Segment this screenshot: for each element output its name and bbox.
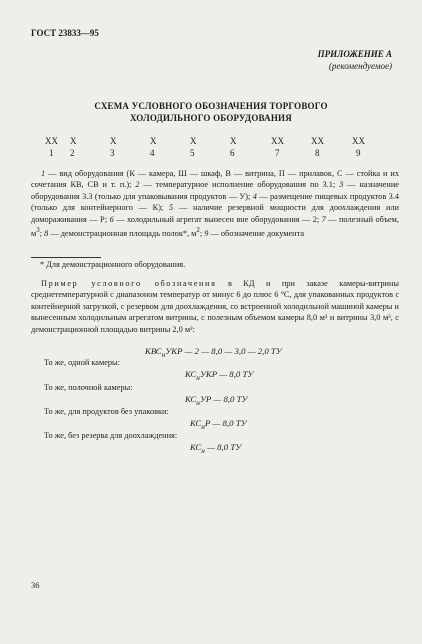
scheme-legend: 1 — вид оборудования (К — камера, Ш — шкаф, В — витрина, П — прилавок, С — стойка и их сочетания КВ, СВ и т. п.); 2 — температурное исполнение оборудования по 3.1; 3 — назначение оборудования 3.3 (только для упаковывания продуктов — У); 4 — размещение пищевых продуктов 3.4 (только для контейнерного — К); 5 — наличие резервной мощности для доохлаждения или домораживания — Р; 6 — холодильный агрегат вынесен вне оборудования — 2; 7 — полезный объем, $м^3$; 8 — демонстрационная площадь полок*, $м^2$; 9 — обозначение документа [31,169,400,238]
scheme-mark: XX [352,136,365,146]
formula-suffix: УКР — 8,0 ТУ [199,369,254,379]
legend-text: — назначение оборудования 3.3 (только для упаковывания продуктов — У); [31,180,399,201]
scheme-mark: XX [45,136,58,146]
standard-header: ГОСТ 23833—95 [31,28,99,38]
scheme-number: 6 [230,148,235,158]
legend-index: 8 [44,228,49,238]
page-number: 36 [31,580,40,590]
designation-formula [185,369,253,382]
scheme-mark: X [70,136,77,146]
formula-subscript: н [161,349,166,359]
legend-index: 6 [109,214,114,224]
scheme-number: 4 [150,148,155,158]
section-title [40,100,382,124]
formula-prefix: КС [190,418,202,428]
example-paragraph [31,278,399,335]
designation-formula [145,346,282,359]
scheme-mark: XX [271,136,284,146]
formula-caption: То же, одной камеры: [44,358,120,367]
appendix-label [318,48,392,72]
scheme-number: 5 [190,148,195,158]
appendix-title: ПРИЛОЖЕНИЕ А [317,49,392,59]
section-title-line-1: СХЕМА УСЛОВНОГО ОБОЗНАЧЕНИЯ ТОРГОВОГО [94,101,328,111]
designation-formula [185,394,247,407]
formula-caption: То же, для продуктов без упаковки: [44,407,169,416]
scheme-number: 3 [110,148,115,158]
scheme-number: 1 [49,148,54,158]
legend-index: 9 [204,228,209,238]
footnote: * Для демонстрационного оборудования. [40,260,186,269]
example-text: в КД и при заказе камеры-витрины среднетемпературной с диапазоном температур от минус 6 до плюс 6 °С, для упакованных продуктов с контейнерной загрузкой, с резервом для доохлаждения, со встроенной холодильной машиной камеры и вынесенным холодильным агрегатом витрины, с полезным объемом камеры 8,0 м³ и витрины 3,0 м³, с демонстрационной площадью витрины 2,0 м²: [31,279,399,334]
footnote-divider [31,257,101,258]
formula-caption: То же, полочной камеры: [44,383,133,392]
scheme-number: 7 [275,148,280,158]
formula-prefix: КС [190,442,202,452]
scheme-mark: X [150,136,157,146]
formula-subscript: н [196,397,200,407]
formula-suffix: — 8,0 ТУ [204,442,242,452]
legend-index: 4 [252,191,257,201]
scheme-number: 9 [356,148,361,158]
legend-index: 7 [321,214,326,224]
legend-index: 5 [169,203,174,213]
legend-index: 1 [41,169,46,178]
legend-index: 2 [135,180,140,190]
scheme-mark: XX [311,136,324,146]
legend-text: — вид оборудования (К — камера, Ш — шкаф, В — витрина, П — прилавок, С — стойка и их сочетания КВ, СВ и т. п.); [31,169,399,190]
formula-suffix: Р — 8,0 ТУ [204,418,247,428]
scheme-number: 2 [70,148,75,158]
formula-caption: То же, без резерва для доохлаждения: [44,431,178,440]
formula-subscript: н [196,372,200,382]
example-heading: Пример условного обозначения [41,279,217,288]
formula-prefix: КВС [145,346,162,356]
legend-text: — холодильный агрегат вынесен вне оборудования — 2; [113,214,322,224]
formula-suffix: УКР — 2 — 8,0 — 3,0 — 2,0 ТУ [165,346,282,356]
legend-text: — температурное исполнение оборудования по 3.1; [139,180,340,190]
legend-text: — обозначение документа [208,228,305,238]
formula-prefix: КС [185,394,197,404]
legend-text: — демонстрационная площадь полок*, м [48,228,197,238]
designation-formula [190,442,241,455]
designation-scheme [0,136,422,162]
formula-subscript: н [201,445,205,455]
scheme-mark: X [110,136,117,146]
scheme-number: 8 [315,148,320,158]
formula-suffix: УР — 8,0 ТУ [199,394,248,404]
legend-text: — полезный объем, м [31,214,399,238]
section-title-line-2: ХОЛОДИЛЬНОГО ОБОРУДОВАНИЯ [130,113,292,123]
legend-text: — размещение пищевых продуктов 3.4 (только для контейнерного — К); [31,191,400,213]
appendix-status: (рекомендуемое) [328,61,392,71]
formula-subscript: н [201,421,205,431]
designation-formula [190,418,247,431]
legend-text: — наличие резервной мощности для доохлаждения или домораживания — Р; [31,203,399,224]
scheme-mark: X [230,136,237,146]
legend-index: 3 [339,180,344,190]
scheme-mark: X [190,136,197,146]
formula-prefix: КС [185,369,197,379]
